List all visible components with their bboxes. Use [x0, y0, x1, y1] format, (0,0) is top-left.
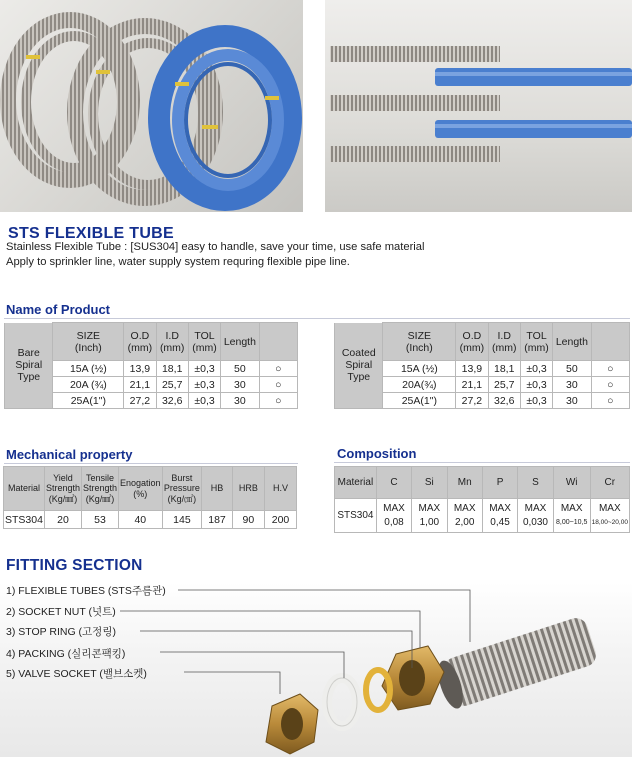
table-cell: ±0,3 [188, 377, 220, 393]
table-cell: 21,1 [124, 377, 156, 393]
fitting-item-valve-socket: 5) VALVE SOCKET (밸브소켓) [6, 668, 147, 680]
section-divider [4, 463, 298, 464]
name-of-product-heading: Name of Product [6, 302, 111, 317]
column-header: H.V [265, 467, 297, 511]
table-cell: 30 [553, 377, 591, 393]
column-header: HB [202, 467, 232, 511]
availability-mark: ○ [591, 361, 629, 377]
table-cell: 40 [119, 511, 163, 529]
table-cell: MAX 2,00 [447, 499, 482, 533]
table-cell: 30 [553, 393, 591, 409]
fitting-item-packing: 4) PACKING (실리콘팩킹) [6, 648, 126, 660]
column-header: Cr [590, 467, 629, 499]
table-cell: 13,9 [124, 361, 156, 377]
column-header: HRB [232, 467, 264, 511]
table-cell: 32,6 [488, 393, 520, 409]
column-header: Wi [553, 467, 590, 499]
column-header [259, 323, 297, 361]
column-header: TOL (mm) [188, 323, 220, 361]
table-cell: 30 [221, 377, 259, 393]
composition-heading: Composition [337, 446, 417, 461]
type-label-line: Spiral [345, 359, 373, 372]
column-header: SIZE (Inch) [383, 323, 456, 361]
table-cell: 27,2 [456, 393, 488, 409]
mechanical-property-table [3, 466, 297, 529]
column-header: O.D (mm) [124, 323, 156, 361]
table-cell: ±0,3 [188, 361, 220, 377]
table-cell: ±0,3 [520, 377, 552, 393]
column-header: Material [4, 467, 45, 511]
table-cell: 20A(¾) [383, 377, 456, 393]
composition-table [334, 466, 630, 533]
table-cell: 25,7 [156, 377, 188, 393]
table-cell: 187 [202, 511, 232, 529]
straight-tubes-photo [325, 0, 632, 212]
table-cell: 13,9 [456, 361, 488, 377]
table-cell: 27,2 [124, 393, 156, 409]
column-header: Material [335, 467, 377, 499]
fitting-section-heading: FITTING SECTION [6, 557, 143, 574]
table-cell: MAX 1,00 [412, 499, 447, 533]
column-header: P [482, 467, 517, 499]
availability-mark: ○ [591, 377, 629, 393]
column-header: O.D (mm) [456, 323, 488, 361]
table-cell: 50 [221, 361, 259, 377]
column-header: SIZE (Inch) [53, 323, 124, 361]
column-header [591, 323, 629, 361]
intro-line-1: Stainless Flexible Tube : [SUS304] easy to handle, save your time, use safe material [6, 241, 425, 253]
column-header: Burst Pressure (Kg/㎠) [162, 467, 202, 511]
table-cell: 18,1 [488, 361, 520, 377]
column-header: I.D (mm) [488, 323, 520, 361]
bare-spiral-table [4, 322, 298, 409]
table-cell: MAX 0,45 [482, 499, 517, 533]
table-cell: 25A(1") [383, 393, 456, 409]
coiled-tubes-photo [0, 0, 303, 212]
coated-type-label [335, 323, 383, 409]
table-cell: 25A(1") [53, 393, 124, 409]
type-label-line: Coated [341, 347, 376, 360]
type-label-line: Spiral [15, 359, 43, 372]
type-label-line: Type [347, 371, 371, 384]
table-cell: 15A (½) [383, 361, 456, 377]
column-header: Length [221, 323, 259, 361]
column-header: S [518, 467, 554, 499]
availability-mark: ○ [259, 393, 297, 409]
table-cell: ±0,3 [188, 393, 220, 409]
table-cell: 90 [232, 511, 264, 529]
table-cell: MAX 0,08 [376, 499, 411, 533]
table-cell: ±0,3 [520, 393, 552, 409]
table-cell: 18,1 [156, 361, 188, 377]
fitting-item-flexible-tubes: 1) FLEXIBLE TUBES (STS주름관) [6, 585, 166, 597]
column-header: C [376, 467, 411, 499]
bare-type-label [5, 323, 53, 409]
table-cell: 30 [221, 393, 259, 409]
coiled-tubes-illustration [0, 0, 303, 212]
column-header: Length [553, 323, 591, 361]
mechanical-property-heading: Mechanical property [6, 447, 133, 462]
column-header: Si [412, 467, 447, 499]
table-cell: 15A (½) [53, 361, 124, 377]
column-header: I.D (mm) [156, 323, 188, 361]
column-header: Mn [447, 467, 482, 499]
column-header: Tensile Strength (Kg/㎟) [81, 467, 118, 511]
column-header: Yield Strength (Kg/㎟) [44, 467, 81, 511]
table-cell: 145 [162, 511, 202, 529]
table-row [4, 511, 297, 529]
straight-tubes-illustration [325, 0, 632, 212]
column-header: Enogation (%) [119, 467, 163, 511]
coated-spiral-table [334, 322, 630, 409]
table-cell: 200 [265, 511, 297, 529]
type-label-line: Bare [17, 347, 40, 360]
table-cell: 50 [553, 361, 591, 377]
table-cell: 21,1 [456, 377, 488, 393]
column-header: TOL (mm) [520, 323, 552, 361]
table-cell: 32,6 [156, 393, 188, 409]
fitting-item-socket-nut: 2) SOCKET NUT (넛트) [6, 606, 116, 618]
section-divider [4, 318, 630, 319]
intro-line-2: Apply to sprinkler line, water supply system requring flexible pipe line. [6, 256, 350, 268]
type-label-line: Type [17, 371, 41, 384]
availability-mark: ○ [259, 377, 297, 393]
table-cell: STS304 [4, 511, 45, 529]
table-cell: 20A (¾) [53, 377, 124, 393]
table-cell: MAX 0,030 [518, 499, 554, 533]
availability-mark: ○ [259, 361, 297, 377]
table-cell: MAX 18,00~20,00 [590, 499, 629, 533]
product-title: STS FLEXIBLE TUBE [8, 225, 174, 242]
table-cell: 25,7 [488, 377, 520, 393]
table-cell: STS304 [335, 499, 377, 533]
table-cell: ±0,3 [520, 361, 552, 377]
table-cell: MAX 8,00~10,5 [553, 499, 590, 533]
section-divider [334, 462, 630, 463]
availability-mark: ○ [591, 393, 629, 409]
fitting-item-stop-ring: 3) STOP RING (고정링) [6, 626, 116, 638]
table-cell: 53 [81, 511, 118, 529]
table-row [335, 499, 630, 533]
table-cell: 20 [44, 511, 81, 529]
